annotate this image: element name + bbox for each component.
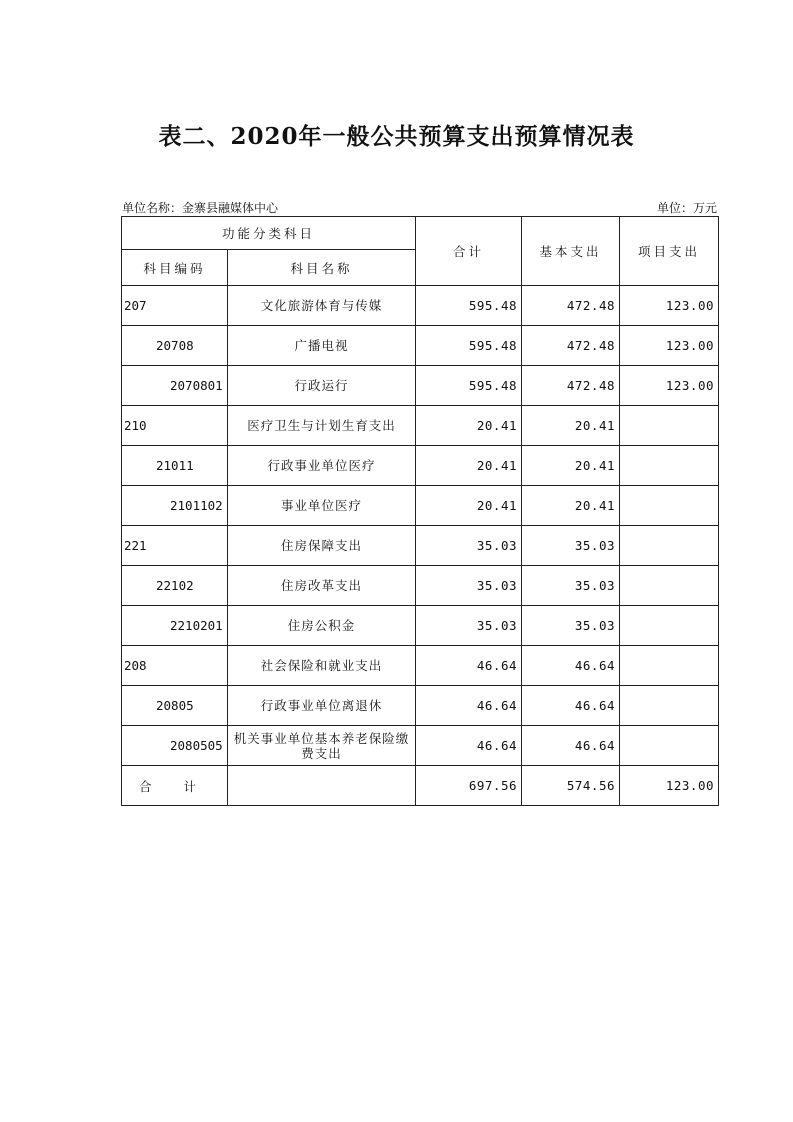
header-project: 项目支出 xyxy=(620,217,719,286)
cell-project xyxy=(620,726,719,766)
table-row xyxy=(122,366,719,406)
cell-total: 46.64 xyxy=(416,686,522,726)
cell-basic: 20.41 xyxy=(522,446,620,486)
cell-total: 20.41 xyxy=(416,486,522,526)
cell-name: 医疗卫生与计划生育支出 xyxy=(228,406,416,446)
table-row xyxy=(122,446,719,486)
cell-name: 行政事业单位医疗 xyxy=(228,446,416,486)
cell-project xyxy=(620,486,719,526)
cell-total-project: 123.00 xyxy=(620,766,719,806)
cell-code: 20708 xyxy=(122,326,228,366)
cell-name: 住房公积金 xyxy=(228,606,416,646)
cell-name: 行政运行 xyxy=(228,366,416,406)
cell-total-name xyxy=(228,766,416,806)
table-row xyxy=(122,526,719,566)
cell-name: 住房改革支出 xyxy=(228,566,416,606)
unit-name-label: 单位名称：金寨县融媒体中心 xyxy=(122,201,279,215)
cell-basic: 35.03 xyxy=(522,566,620,606)
cell-project: 123.00 xyxy=(620,286,719,326)
cell-basic: 46.64 xyxy=(522,646,620,686)
cell-project: 123.00 xyxy=(620,326,719,366)
cell-project xyxy=(620,686,719,726)
cell-code: 2080505 xyxy=(122,726,228,766)
header-function-group: 功能分类科日 xyxy=(122,217,416,250)
cell-basic: 20.41 xyxy=(522,406,620,446)
cell-total: 595.48 xyxy=(416,366,522,406)
table-row xyxy=(122,686,719,726)
cell-basic: 35.03 xyxy=(522,606,620,646)
cell-name: 广播电视 xyxy=(228,326,416,366)
cell-total: 20.41 xyxy=(416,406,522,446)
total-row xyxy=(122,766,719,806)
cell-total: 35.03 xyxy=(416,566,522,606)
cell-code: 208 xyxy=(122,646,228,686)
cell-basic: 46.64 xyxy=(522,726,620,766)
cell-name: 行政事业单位离退休 xyxy=(228,686,416,726)
cell-name: 事业单位医疗 xyxy=(228,486,416,526)
cell-basic: 35.03 xyxy=(522,526,620,566)
unit-label: 单位：万元 xyxy=(656,201,717,215)
cell-project xyxy=(620,646,719,686)
cell-project: 123.00 xyxy=(620,366,719,406)
header-code: 科目编码 xyxy=(122,250,228,286)
cell-code: 2070801 xyxy=(122,366,228,406)
cell-total: 595.48 xyxy=(416,326,522,366)
cell-total: 35.03 xyxy=(416,526,522,566)
cell-name: 社会保险和就业支出 xyxy=(228,646,416,686)
cell-total: 46.64 xyxy=(416,646,522,686)
cell-code: 2210201 xyxy=(122,606,228,646)
cell-code: 2101102 xyxy=(122,486,228,526)
budget-table xyxy=(121,216,719,806)
table-body xyxy=(122,286,719,806)
header-total: 合计 xyxy=(416,217,522,286)
cell-basic: 472.48 xyxy=(522,286,620,326)
cell-total-label: 合 计 xyxy=(122,766,228,806)
cell-code: 210 xyxy=(122,406,228,446)
cell-project xyxy=(620,606,719,646)
cell-project xyxy=(620,406,719,446)
cell-basic: 472.48 xyxy=(522,326,620,366)
cell-code: 221 xyxy=(122,526,228,566)
cell-code: 22102 xyxy=(122,566,228,606)
header-basic: 基本支出 xyxy=(522,217,620,286)
cell-name: 文化旅游体育与传媒 xyxy=(228,286,416,326)
cell-total-basic: 574.56 xyxy=(522,766,620,806)
table-row xyxy=(122,606,719,646)
cell-total: 595.48 xyxy=(416,286,522,326)
cell-code: 207 xyxy=(122,286,228,326)
cell-total: 46.64 xyxy=(416,726,522,766)
cell-basic: 46.64 xyxy=(522,686,620,726)
table-row xyxy=(122,326,719,366)
table-row xyxy=(122,566,719,606)
cell-code: 20805 xyxy=(122,686,228,726)
cell-name: 住房保障支出 xyxy=(228,526,416,566)
header-name: 科目名称 xyxy=(228,250,416,286)
cell-total: 20.41 xyxy=(416,446,522,486)
page-title: 表二、2020年一般公共预算支出预算情况表 xyxy=(158,123,635,150)
cell-code: 21011 xyxy=(122,446,228,486)
cell-project xyxy=(620,526,719,566)
table-row xyxy=(122,486,719,526)
cell-basic: 20.41 xyxy=(522,486,620,526)
cell-basic: 472.48 xyxy=(522,366,620,406)
cell-total-sum: 697.56 xyxy=(416,766,522,806)
cell-total: 35.03 xyxy=(416,606,522,646)
cell-name: 机关事业单位基本养老保险缴费支出 xyxy=(228,726,416,766)
table-row xyxy=(122,726,719,766)
table-row xyxy=(122,286,719,326)
table-row xyxy=(122,646,719,686)
cell-project xyxy=(620,446,719,486)
table-row xyxy=(122,406,719,446)
cell-project xyxy=(620,566,719,606)
